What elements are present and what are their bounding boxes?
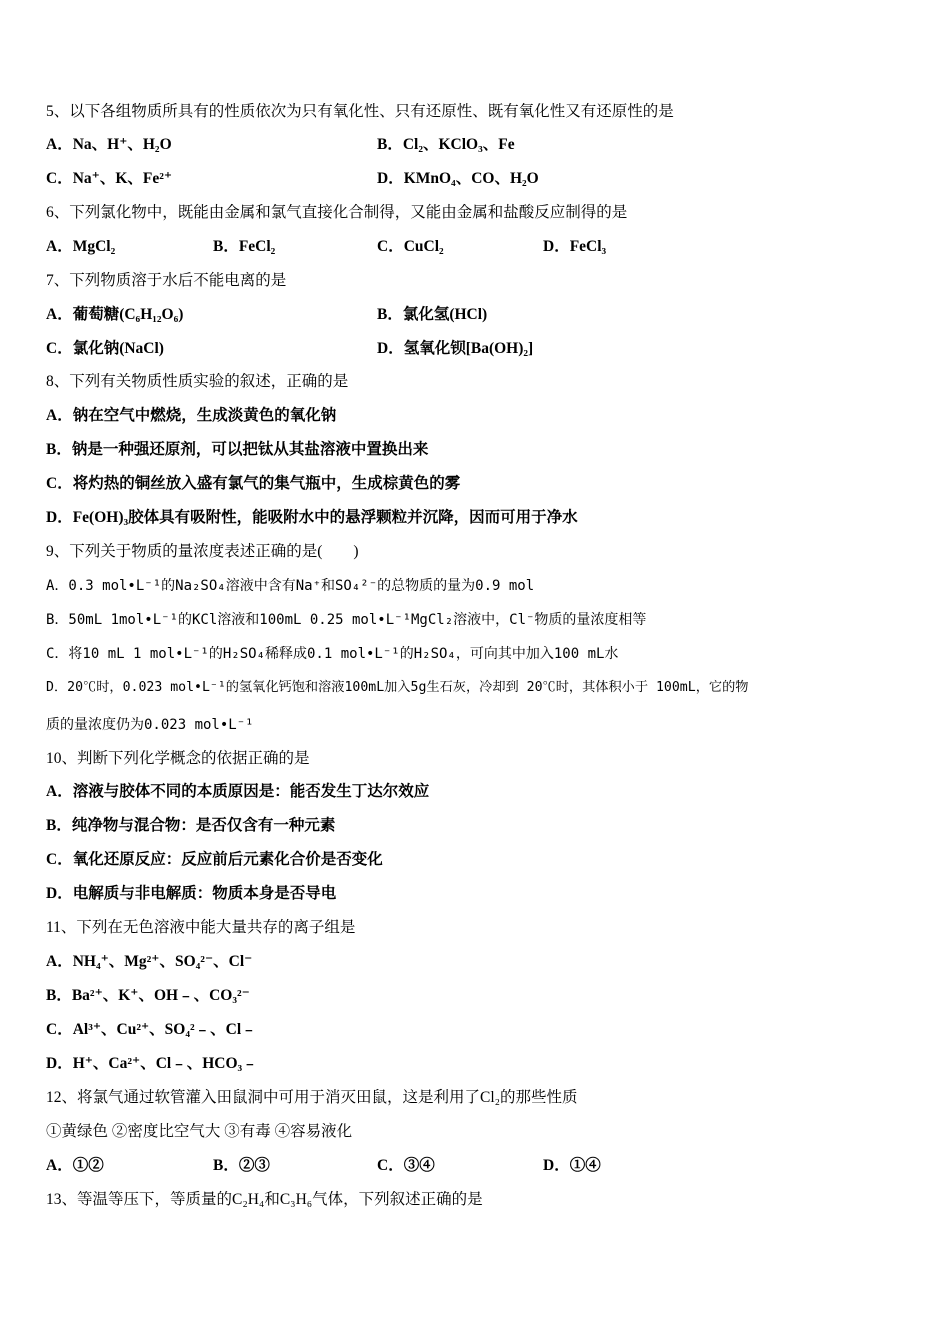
q7-stem: 7、下列物质溶于水后不能电离的是 [46,272,287,289]
q12-option-a: A．①② [46,1157,104,1174]
q8-option-a: A．钠在空气中燃烧，生成淡黄色的氧化钠 [46,407,337,424]
q12-option-d: D．①④ [543,1157,601,1174]
q7-option-d: D．氢氧化钡[Ba(OH)₂] [377,340,534,357]
q10-option-d: D．电解质与非电解质：物质本身是否导电 [46,885,337,902]
q9-option-a: A．0.3 mol•L⁻¹的Na₂SO₄溶液中含有Na⁺和SO₄²⁻的总物质的量为0.9 mol [46,578,535,594]
q5-option-c: C．Na⁺、K、Fe²⁺ [46,170,173,187]
q11-option-d: D．H⁺、Ca²⁺、Cl﹣、HCO₃﹣ [46,1055,258,1072]
q8-option-b: B．钠是一种强还原剂，可以把钛从其盐溶液中置换出来 [46,441,429,458]
q6-option-d: D．FeCl₃ [543,238,607,255]
q9-option-d-line1: D．20℃时，0.023 mol•L⁻¹的氢氧化钙饱和溶液100mL加入5g生石灰，冷却到 20℃时，其体积小于 100mL，它的物 [46,680,749,695]
q8-option-c: C．将灼热的铜丝放入盛有氯气的集气瓶中，生成棕黄色的雾 [46,475,461,492]
q12-stem: 12、将氯气通过软管灌入田鼠洞中可用于消灭田鼠，这是利用了Cl₂的那些性质 [46,1089,578,1106]
q8-option-d: D．Fe(OH)₃胶体具有吸附性，能吸附水中的悬浮颗粒并沉降，因而可用于净水 [46,509,578,526]
q10-option-c: C．氧化还原反应：反应前后元素化合价是否变化 [46,851,383,868]
q7-option-c: C．氯化钠(NaCl) [46,340,164,357]
q5-option-b: B．Cl₂、KClO₃、Fe [377,136,515,153]
q10-stem: 10、判断下列化学概念的依据正确的是 [46,750,310,767]
q9-option-d-line2: 质的量浓度仍为0.023 mol•L⁻¹ [46,717,254,733]
q12-option-b: B．②③ [213,1157,270,1174]
q11-option-b: B．Ba²⁺、K⁺、OH﹣、CO₃²⁻ [46,987,250,1004]
q5-option-a: A．Na、H⁺、H₂O [46,136,172,153]
q6-stem: 6、下列氯化物中，既能由金属和氯气直接化合制得，又能由金属和盐酸反应制得的是 [46,204,628,221]
q12-properties: ①黄绿色 ②密度比空气大 ③有毒 ④容易液化 [46,1123,353,1140]
q12-option-c: C．③④ [377,1157,435,1174]
q11-option-c: C．Al³⁺、Cu²⁺、SO₄²﹣、Cl﹣ [46,1021,257,1038]
q9-stem: 9、下列关于物质的量浓度表述正确的是( ) [46,543,359,560]
q10-option-a: A．溶液与胶体不同的本质原因是：能否发生丁达尔效应 [46,783,430,800]
q11-stem: 11、下列在无色溶液中能大量共存的离子组是 [46,919,356,936]
q7-option-b: B．氯化氢(HCl) [377,306,488,323]
q6-option-c: C．CuCl₂ [377,238,444,255]
q7-option-a: A．葡萄糖(C₆H₁₂O₆) [46,306,184,323]
q11-option-a: A．NH₄⁺、Mg²⁺、SO₄²⁻、Cl⁻ [46,953,253,970]
q5-option-d: D．KMnO₄、CO、H₂O [377,170,539,187]
q8-stem: 8、下列有关物质性质实验的叙述，正确的是 [46,373,349,390]
q6-option-a: A．MgCl₂ [46,238,116,255]
q9-option-c: C．将10 mL 1 mol•L⁻¹的H₂SO₄稀释成0.1 mol•L⁻¹的H₂SO₄，可向其中加入100 mL水 [46,646,619,662]
q10-option-b: B．纯净物与混合物：是否仅含有一种元素 [46,817,336,834]
q6-option-b: B．FeCl₂ [213,238,276,255]
q13-stem: 13、等温等压下，等质量的C₂H₄和C₃H₆气体，下列叙述正确的是 [46,1191,483,1208]
q5-stem: 5、以下各组物质所具有的性质依次为只有氧化性、只有还原性、既有氧化性又有还原性的是 [46,103,674,120]
q9-option-b: B．50mL 1mol•L⁻¹的KCl溶液和100mL 0.25 mol•L⁻¹MgCl₂溶液中，Cl⁻物质的量浓度相等 [46,612,647,628]
